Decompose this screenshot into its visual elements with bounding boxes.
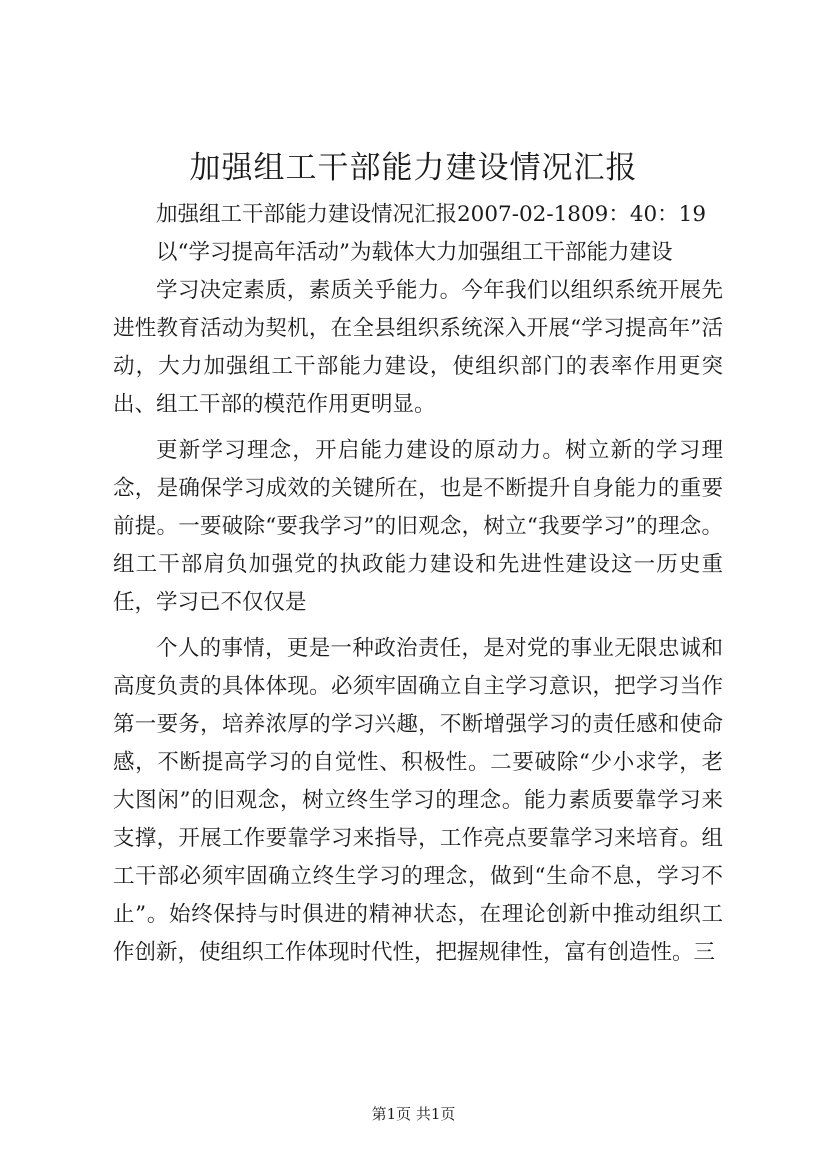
paragraph-learning-concept: 更新学习理念，开启能力建设的原动力。树立新的学习理念，是确保学习成效的关键所在，也是不断提升自身能力的重要前提。一要破除“要我学习”的旧观念，树立“我要学习”的理念。组工干部肩负加强党的执政能力建设和先进性建设这一历史重任，学习已不仅仅是	[113, 438, 723, 615]
paragraph-intro: 学习决定素质，素质关乎能力。今年我们以组织系统开展先进性教育活动为契机，在全县组织系统深入开展“学习提高年”活动，大力加强组工干部能力建设，使组织部门的表率作用更突出、组工干部的模范作用更明显。	[113, 278, 723, 417]
paragraph-dateline: 加强组工干部能力建设情况汇报2007-02-1809：40：19	[156, 202, 707, 227]
page-number-footer: 第1页 共1页	[371, 1105, 456, 1123]
paragraph-subtitle: 以“学习提高年活动”为载体大力加强组工干部能力建设	[156, 240, 673, 265]
document-title: 加强组工干部能力建设情况汇报	[189, 150, 638, 186]
document-body	[113, 196, 723, 972]
paragraph-responsibility: 个人的事情，更是一种政治责任，是对党的事业无限忠诚和高度负责的具体体现。必须牢固确立自主学习意识，把学习当作第一要务，培养浓厚的学习兴趣，不断增强学习的责任感和使命感，不断提高学习的自觉性、积极性。二要破除“少小求学，老大图闲”的旧观念，树立终生学习的理念。能力素质要靠学习来支撑，开展工作要靠学习来指导，工作亮点要靠学习来培育。组工干部必须牢固确立终生学习的理念，做到“生命不息，学习不止”。始终保持与时俱进的精神状态，在理论创新中推动组织工作创新，使组织工作体现时代性，把握规律性，富有创造性。三	[113, 636, 723, 965]
